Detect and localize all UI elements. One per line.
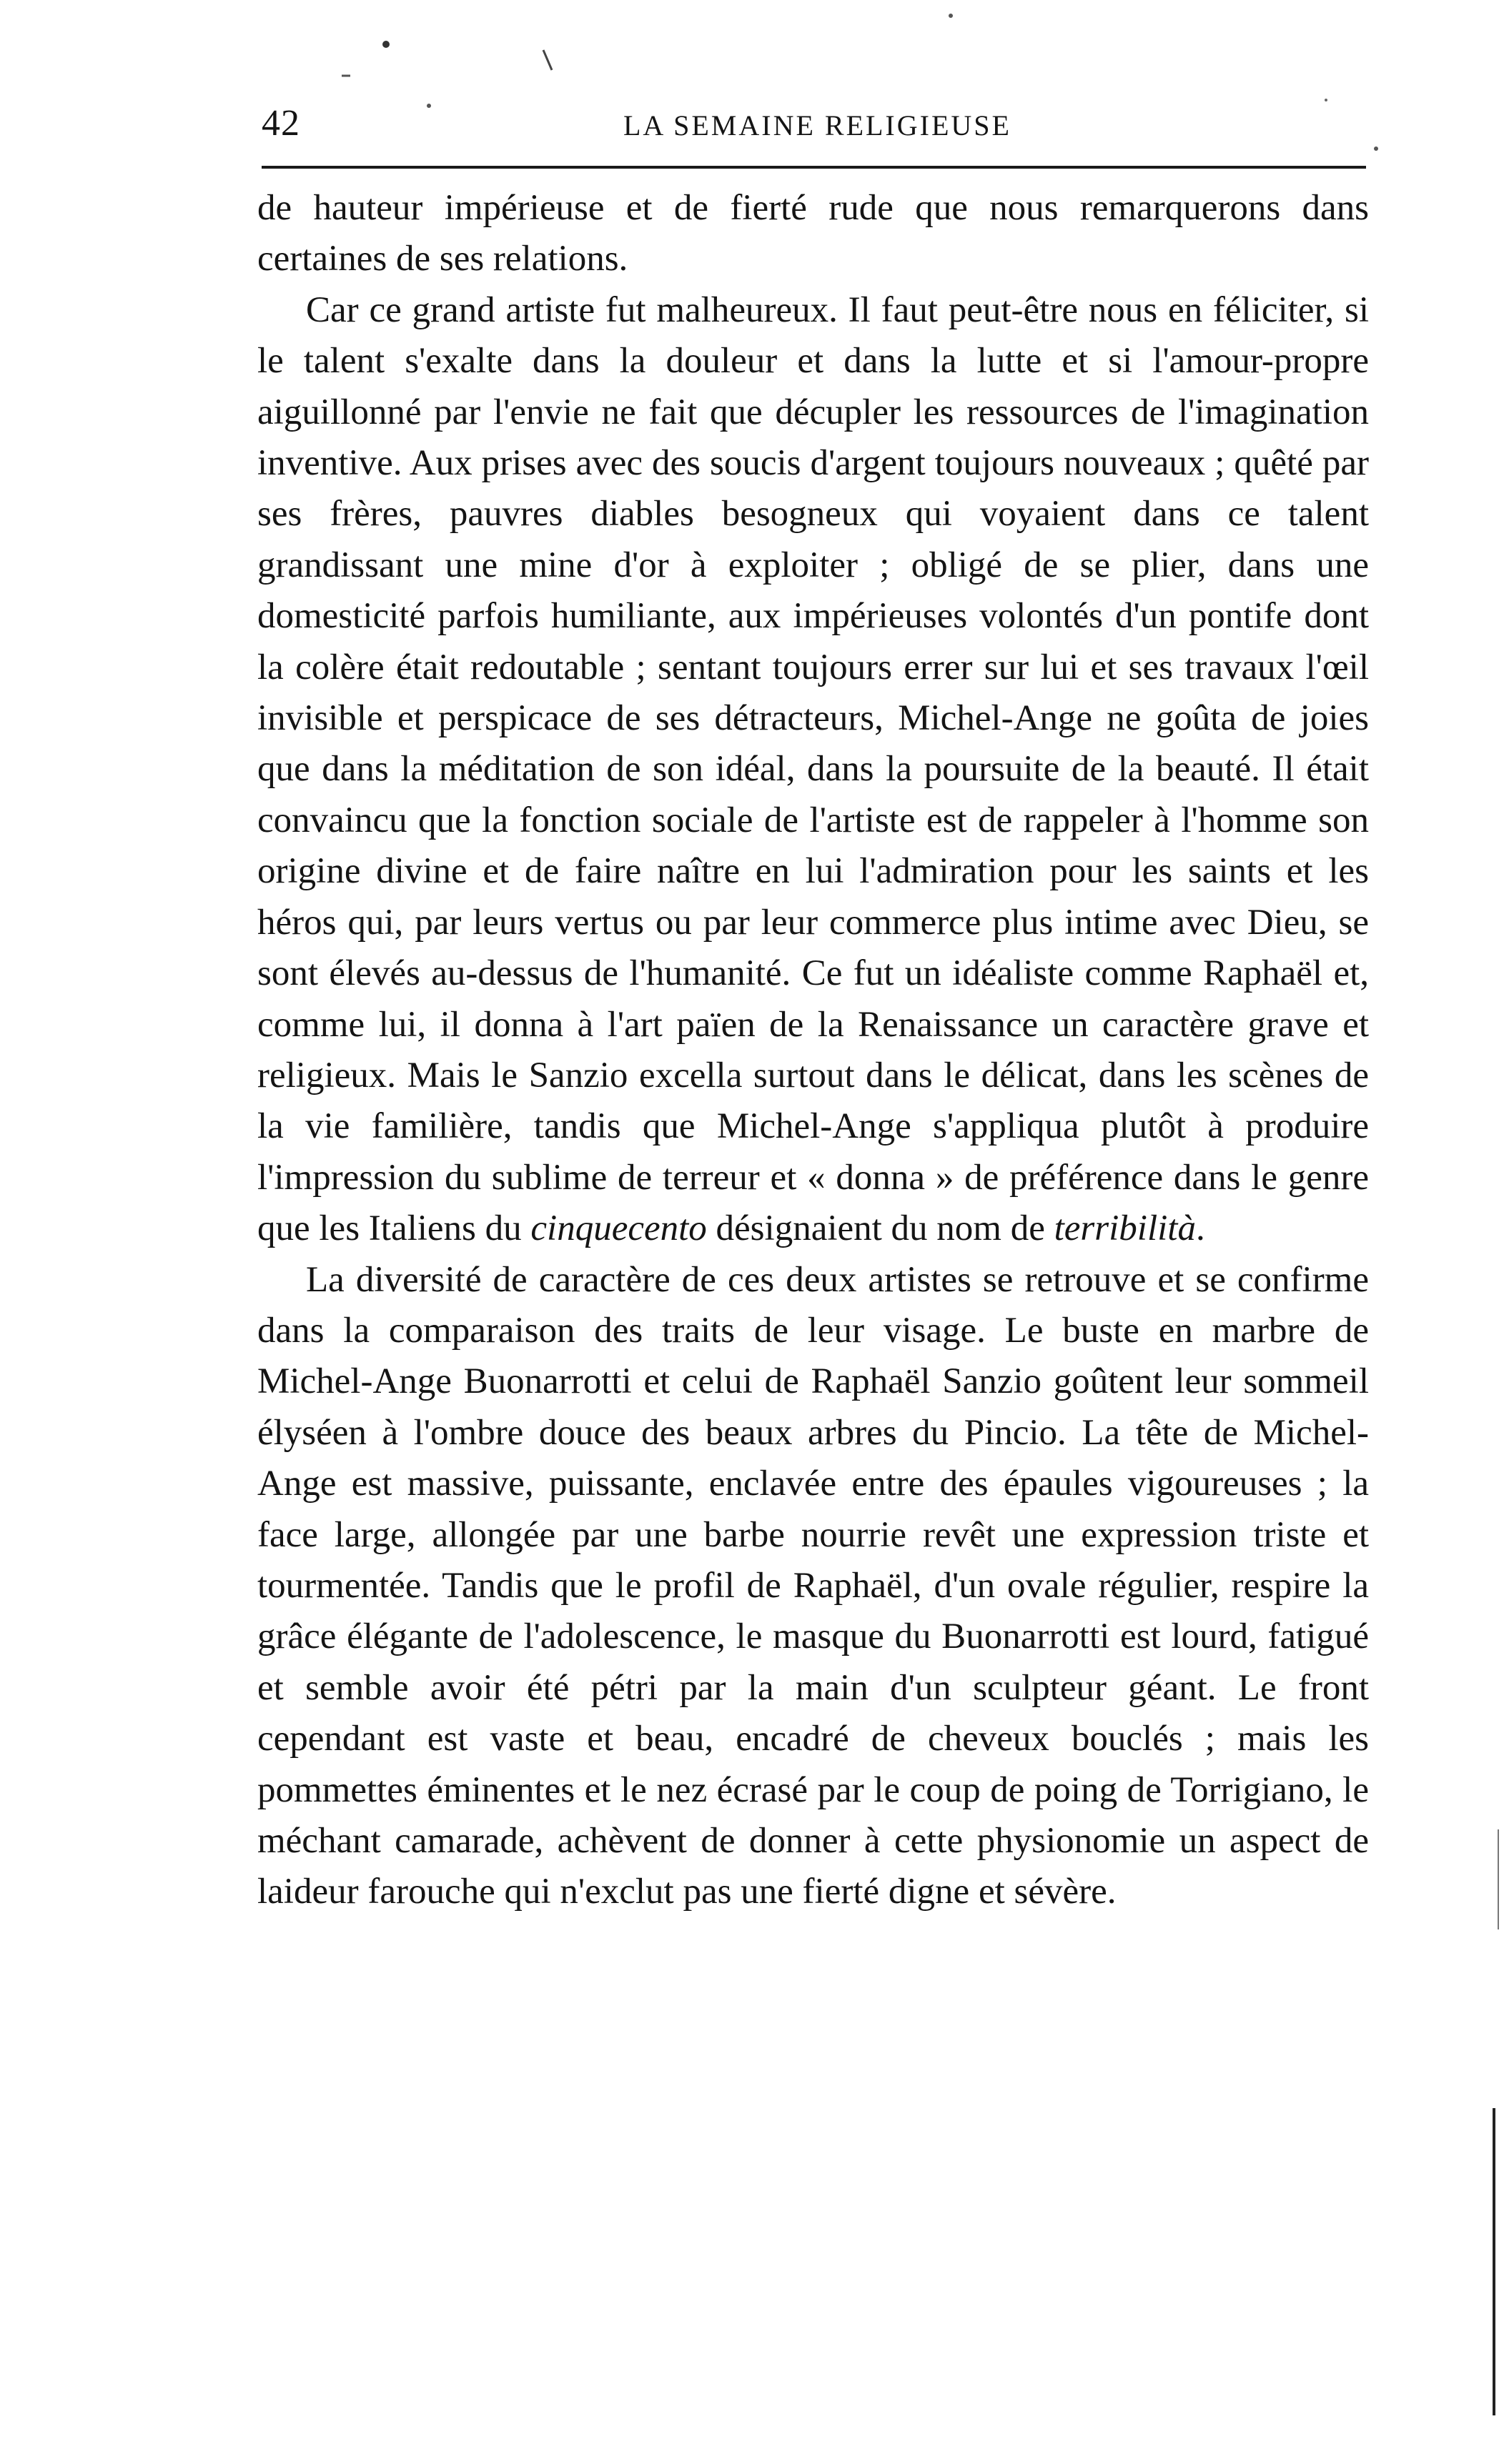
paragraph-artist-misfortune bbox=[257, 285, 1369, 1255]
running-title: LA SEMAINE RELIGIEUSE bbox=[623, 109, 1011, 141]
paragraph-continuation: de hauteur impérieuse et de fierté rude que nous remarquerons dans certaines de ses relations. bbox=[257, 188, 1369, 279]
page-number: 42 bbox=[262, 103, 300, 144]
italic-term-terribilita: terribilità bbox=[1054, 1208, 1196, 1249]
paragraph-text: désignaient du nom de bbox=[706, 1208, 1054, 1249]
paragraph-text: Car ce grand artiste fut malheureux. Il faut peut-être nous en féliciter, si le talent s'exalte dans la douleur et dans la lutte et si l'amour-propre aiguillonné par l'envie ne fait que décupler les ressources de l'imagination inventive. Aux prises avec des soucis d'argent toujours nouveaux ; quêté par ses frères, pauvres diables besogneux qui voyaient dans ce talent grandissant une mine d'or à exploiter ; obligé de se plier, dans une domesticité parfois humiliante, aux impérieuses volontés d'un pontife dont la colère était redoutable ; sentant toujours errer sur lui et ses travaux l'œil invisible et perspicace de ses détracteurs, Michel-Ange ne goûta de joies que dans la méditation de son idéal, dans la poursuite de la beauté. Il était convaincu que la fonction sociale de l'artiste est de rappeler à l'homme son origine divine et de faire naître en lui l'admiration pour les saints et les héros qui, par leurs vertus ou par leur commerce plus intime avec Dieu, se sont élevés au-dessus de l'humanité. Ce fut un idéaliste comme Raphaël et, comme lui, il donna à l'art païen de la Renaissance un caractère grave et religieux. Mais le Sanzio excella surtout dans le délicat, dans les scènes de la vie familière, tandis que Michel-Ange s'appliqua plutôt à produire l'impression du sublime de terreur et « donna » de préférence dans le genre que les Italiens du bbox=[257, 289, 1369, 1249]
italic-term-cinquecento: cinquecento bbox=[530, 1208, 707, 1249]
ink-speck bbox=[1374, 146, 1378, 151]
header-rule bbox=[262, 166, 1366, 169]
body-text bbox=[257, 183, 1369, 1918]
paragraph-text: . bbox=[1195, 1208, 1205, 1249]
ink-speck bbox=[949, 14, 953, 18]
ink-speck bbox=[382, 41, 390, 48]
ink-speck bbox=[543, 50, 552, 70]
paragraph-portrait-comparison: La diversité de caractère de ces deux artistes se retrouve et se confirme dans la comparaison des traits de leur visage. Le buste en marbre de Michel-Ange Buonarrotti et celui de Raphaël Sanzio goûtent leur sommeil élyséen à l'ombre douce des beaux arbres du Pincio. La tête de Michel-Ange est massive, puissante, enclavée entre des épaules vigoureuses ; la face large, allongée par une barbe nourrie revêt une expression triste et tourmentée. Tandis que le profil de Raphaël, d'un ovale régulier, respire la grâce élégante de l'adolescence, le masque du Buonarrotti est lourd, fatigué et semble avoir été pétri par la main d'un sculpteur géant. Le front cependant est vaste et beau, encadré de cheveux bouclés ; mais les pommettes éminentes et le nez écrasé par le coup de poing de Torrigiano, le méchant camarade, achèvent de donner à cette physionomie un aspect de laideur farouche qui n'exclut pas une fierté digne et sévère. bbox=[257, 1259, 1369, 1912]
running-head bbox=[262, 99, 1366, 156]
